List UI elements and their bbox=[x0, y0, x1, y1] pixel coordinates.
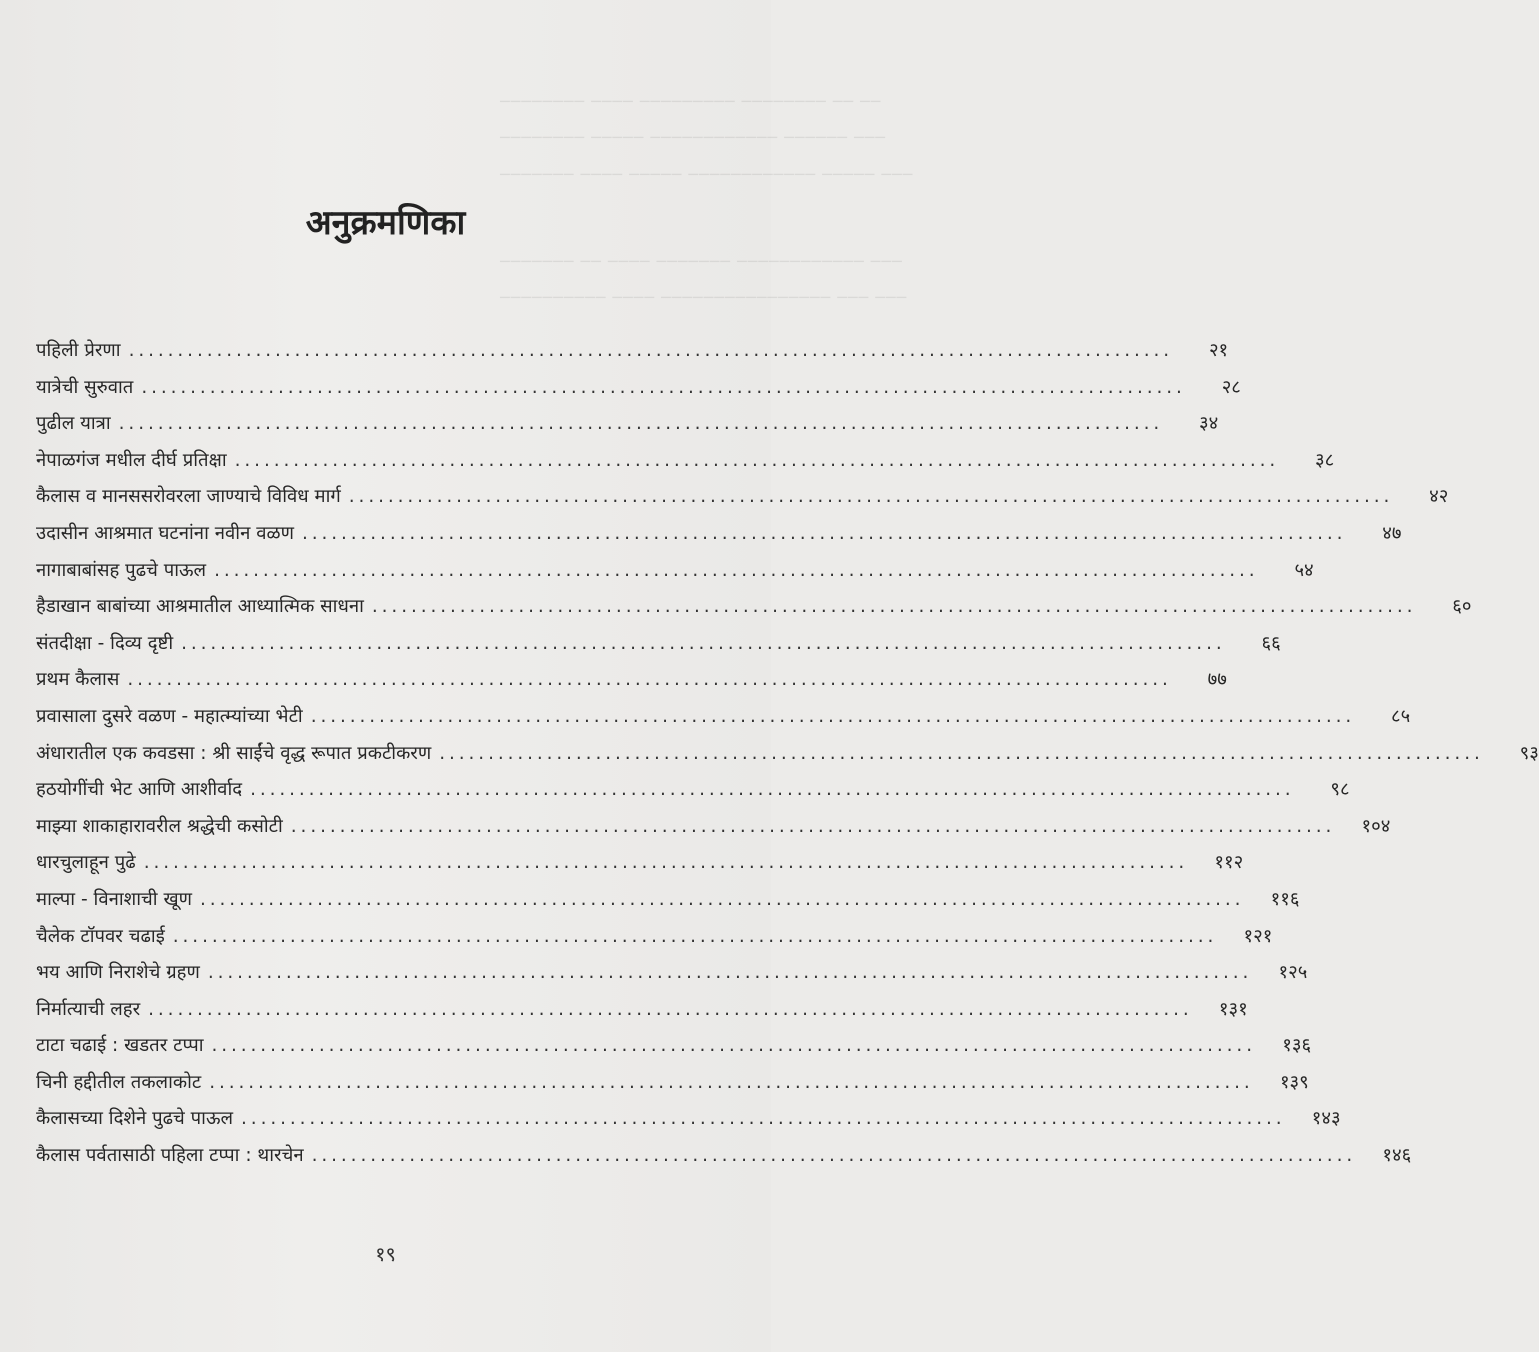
toc-entry-page: ९८ bbox=[1330, 779, 1350, 801]
dot-leader bbox=[439, 743, 1479, 764]
toc-entry-title: माल्पा - विनाशाची खूण bbox=[36, 888, 192, 910]
dot-leader bbox=[312, 1145, 1352, 1166]
toc-entry-title: प्रथम कैलास bbox=[36, 669, 120, 691]
toc-entry bbox=[36, 483, 1449, 520]
bleed-through-text: ─────── ──── ───── ──────────── ───── ─── bbox=[500, 165, 914, 184]
dot-leader bbox=[119, 413, 1159, 434]
page-number: १९ bbox=[375, 1242, 396, 1266]
toc-entry-title: पुढील यात्रा bbox=[36, 413, 111, 435]
toc-entry-page: ४७ bbox=[1382, 522, 1402, 544]
toc-entry-page: १०४ bbox=[1361, 815, 1391, 837]
toc-entry-title: हैडाखान बाबांच्या आश्रमातील आध्यात्मिक साधना bbox=[36, 596, 364, 618]
toc-entry bbox=[36, 996, 1248, 1033]
toc-entry bbox=[36, 959, 1308, 996]
toc-entry bbox=[36, 886, 1300, 923]
toc-entry-page: ६० bbox=[1452, 596, 1472, 618]
toc-entry-page: ४२ bbox=[1429, 486, 1449, 508]
toc-entry-title: चिनी हद्दीतील तकलाकोट bbox=[36, 1071, 202, 1093]
toc-entry-page: ११६ bbox=[1270, 888, 1300, 910]
toc-entry-page: ९३ bbox=[1519, 742, 1539, 764]
toc-entry-title: चैलेक टॉपवर चढाई bbox=[36, 925, 165, 947]
toc-entry-page: १३६ bbox=[1282, 1035, 1312, 1057]
toc-entry bbox=[36, 666, 1227, 703]
toc-entry bbox=[36, 776, 1350, 813]
table-of-contents bbox=[36, 337, 1539, 1179]
dot-leader bbox=[208, 962, 1248, 983]
dot-leader bbox=[302, 523, 1342, 544]
toc-entry-title: प्रवासाला दुसरे वळण - महात्म्यांच्या भेटी bbox=[36, 705, 303, 727]
toc-entry bbox=[36, 849, 1244, 886]
toc-entry-title: नेपाळगंज मधील दीर्घ प्रतिक्षा bbox=[36, 449, 227, 471]
toc-entry-title: उदासीन आश्रमात घटनांना नवीन वळण bbox=[36, 522, 294, 544]
toc-entry-title: अंधारातील एक कवडसा : श्री साईंचे वृद्ध रूपात प्रकटीकरण bbox=[36, 742, 432, 764]
toc-entry-title: निर्मात्याची लहर bbox=[36, 998, 141, 1020]
toc-entry-title: पहिली प्रेरणा bbox=[36, 340, 121, 361]
dot-leader bbox=[173, 926, 1213, 947]
toc-entry-title: कैलास व मानससरोवरला जाण्याचे विविध मार्ग bbox=[36, 486, 341, 508]
dot-leader bbox=[250, 779, 1290, 800]
toc-entry-page: १४६ bbox=[1382, 1145, 1412, 1167]
toc-entry bbox=[36, 410, 1219, 447]
toc-entry-title: यात्रेची सुरुवात bbox=[36, 376, 134, 398]
bleed-through-text: ─────── ── ──── ─────── ──────────── ─── bbox=[500, 252, 903, 271]
toc-entry-page: ३४ bbox=[1199, 413, 1219, 435]
toc-entry bbox=[36, 1069, 1309, 1106]
toc-entry-page: २८ bbox=[1221, 376, 1241, 398]
toc-entry-page: १३१ bbox=[1218, 998, 1248, 1020]
toc-entry-page: १३९ bbox=[1279, 1071, 1309, 1093]
toc-entry-title: हठयोगींची भेट आणि आशीर्वाद bbox=[36, 779, 243, 801]
toc-entry bbox=[36, 703, 1411, 740]
bleed-through-text: ──────── ──── ───────── ──────── ── ── bbox=[500, 92, 882, 111]
toc-entry bbox=[36, 630, 1281, 667]
toc-entry bbox=[36, 740, 1539, 777]
toc-entry bbox=[36, 447, 1335, 484]
dot-leader bbox=[372, 596, 1412, 617]
toc-entry bbox=[36, 1142, 1412, 1179]
dot-leader bbox=[181, 633, 1221, 654]
toc-entry bbox=[36, 520, 1402, 557]
toc-entry bbox=[36, 1105, 1341, 1142]
toc-entry-title: कैलासच्या दिशेने पुढचे पाऊल bbox=[36, 1108, 234, 1130]
toc-entry-title: माझ्या शाकाहारावरील श्रद्धेची कसोटी bbox=[36, 815, 283, 837]
dot-leader bbox=[200, 889, 1240, 910]
page-title: अनुक्रमणिका bbox=[305, 203, 466, 243]
dot-leader bbox=[349, 486, 1389, 507]
dot-leader bbox=[129, 340, 1169, 361]
toc-entry-title: कैलास पर्वतासाठी पहिला टप्पा : थारचेन bbox=[36, 1145, 304, 1167]
toc-entry-title: संतदीक्षा - दिव्य दृष्टी bbox=[36, 632, 174, 654]
toc-entry-page: ३८ bbox=[1314, 449, 1335, 471]
toc-entry-title: नागाबाबांसह पुढचे पाऊल bbox=[36, 559, 207, 581]
dot-leader bbox=[127, 669, 1167, 690]
bleed-through-text: ────────── ──── ──────────────── ─── ─── bbox=[500, 288, 908, 307]
dot-leader bbox=[235, 450, 1275, 471]
toc-entry-page: १४३ bbox=[1311, 1108, 1341, 1130]
toc-entry-title: टाटा चढाई : खडतर टप्पा bbox=[36, 1035, 204, 1057]
toc-entry bbox=[36, 813, 1391, 850]
dot-leader bbox=[311, 706, 1351, 727]
dot-leader bbox=[291, 816, 1331, 837]
dot-leader bbox=[214, 560, 1254, 581]
toc-entry-page: १२५ bbox=[1278, 962, 1308, 984]
toc-entry bbox=[36, 337, 1229, 374]
dot-leader bbox=[209, 1072, 1249, 1093]
dot-leader bbox=[212, 1035, 1252, 1056]
dot-leader bbox=[241, 1108, 1281, 1129]
toc-entry bbox=[36, 557, 1314, 594]
toc-entry-page: ७७ bbox=[1207, 669, 1227, 691]
toc-entry-page: ११२ bbox=[1214, 852, 1244, 874]
toc-entry-page: ५४ bbox=[1294, 559, 1314, 581]
dot-leader bbox=[141, 377, 1181, 398]
bleed-through-text: ──────── ───── ──────────── ────── ─── bbox=[500, 128, 886, 147]
toc-entry-title: धारचुलाहून पुढे bbox=[36, 852, 136, 874]
toc-entry-page: ८५ bbox=[1391, 705, 1411, 727]
toc-entry-title: भय आणि निराशेचे ग्रहण bbox=[36, 962, 200, 984]
dot-leader bbox=[148, 999, 1188, 1020]
toc-entry-page: ६६ bbox=[1261, 632, 1281, 654]
toc-entry bbox=[36, 1032, 1312, 1069]
dot-leader bbox=[144, 852, 1184, 873]
toc-entry bbox=[36, 374, 1241, 411]
toc-entry bbox=[36, 923, 1273, 960]
toc-entry bbox=[36, 593, 1472, 630]
toc-entry-page: १२१ bbox=[1243, 925, 1273, 947]
toc-entry-page: २१ bbox=[1208, 340, 1229, 361]
